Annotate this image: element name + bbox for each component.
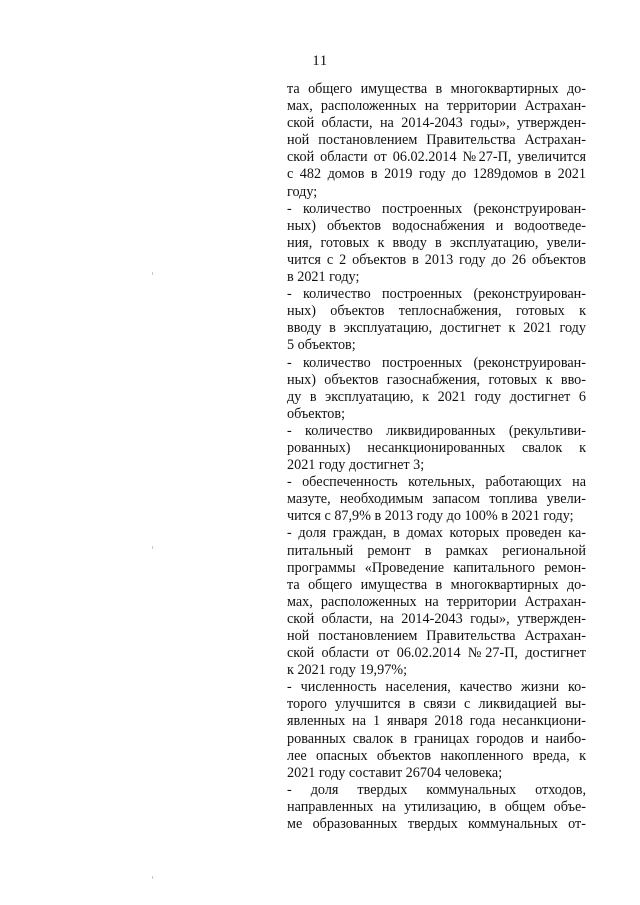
- text-line: мазуте, необходимым запасом топлива увели-: [287, 491, 586, 508]
- text-line: - количество построенных (реконструирован-: [287, 354, 586, 371]
- text-line: - количество построенных (реконструирован-: [287, 286, 586, 303]
- text-line: ных) объектов теплоснабжения, готовых к: [287, 303, 586, 320]
- text-line: ской области, на 2014-2043 годы», утвержден-: [287, 610, 586, 627]
- page-number: 11: [312, 53, 328, 69]
- text-line: торого улучшится в связи с ликвидацией вы-: [287, 696, 586, 713]
- text-line: 5 объектов;: [287, 337, 356, 354]
- text-line: питальный ремонт в рамках региональной: [287, 542, 586, 559]
- text-line: - доля граждан, в домах которых проведен ка-: [287, 525, 586, 542]
- text-line: рованных свалок в границах городов и наибо-: [287, 730, 586, 747]
- text-line: - количество построенных (реконструирован-: [287, 200, 586, 217]
- scan-margin-mark: [152, 876, 153, 879]
- text-line: ской области от 06.02.2014 №27-П, достигнет: [287, 645, 586, 662]
- text-line: ской области, на 2014-2043 годы», утвержден-: [287, 115, 586, 132]
- text-line: та общего имущества в многоквартирных до-: [287, 576, 586, 593]
- text-line: ме образованных твердых коммунальных от-: [287, 816, 586, 833]
- text-line: та общего имущества в многоквартирных до-: [287, 81, 586, 97]
- text-line: программы «Проведение капитального ремон-: [287, 559, 586, 576]
- text-line: - обеспеченность котельных, работающих на: [287, 474, 586, 491]
- text-line: - количество ликвидированных (рекультиви-: [287, 422, 586, 439]
- scan-margin-mark: [152, 546, 153, 549]
- text-line: к 2021 году 19,97%;: [287, 662, 408, 679]
- scan-margin-mark: [152, 272, 153, 275]
- text-line: ду в эксплуатацию, к 2021 году достигнет 6: [287, 388, 586, 405]
- text-line: объектов;: [287, 405, 346, 422]
- text-line: мах, расположенных на территории Астрахан-: [287, 98, 586, 115]
- text-line: мах, расположенных на территории Астрахан-: [287, 593, 586, 610]
- text-line: с 482 домов в 2019 году до 1289домов в 2021: [287, 166, 586, 183]
- text-line: - доля твердых коммунальных отходов,: [287, 781, 586, 798]
- text-line: 2021 году составит 26704 человека;: [287, 764, 503, 781]
- text-line: рованных) несанкционированных свалок к: [287, 439, 586, 456]
- text-line: ной постановлением Правительства Астрахан-: [287, 132, 586, 149]
- text-line: ной постановлением Правительства Астрахан-: [287, 628, 586, 644]
- text-line: вводу в эксплуатацию, достигнет к 2021 году: [287, 320, 586, 337]
- text-line: году;: [287, 183, 318, 200]
- text-line: 2021 году достигнет 3;: [287, 457, 425, 474]
- text-line: лее опасных объектов накопленного вреда, к: [287, 747, 586, 764]
- body-text: [287, 81, 586, 833]
- text-line: в 2021 году;: [287, 269, 360, 286]
- text-line: ния, готовых к вводу в эксплуатацию, увели-: [287, 234, 586, 251]
- text-line: явленных на 1 января 2018 года несанкциони-: [287, 713, 586, 730]
- text-line: ской области от 06.02.2014 №27-П, увеличится: [287, 149, 586, 166]
- text-line: чится с 2 объектов в 2013 году до 26 объектов: [287, 251, 586, 268]
- text-line: ных) объектов газоснабжения, готовых к вво-: [287, 371, 586, 388]
- text-line: направленных на утилизацию, в общем объе-: [287, 798, 586, 815]
- text-line: ных) объектов водоснабжения и водоотведе-: [287, 217, 586, 234]
- text-line: чится с 87,9% в 2013 году до 100% в 2021 году;: [287, 508, 574, 525]
- text-line: - численность населения, качество жизни ко-: [287, 679, 586, 696]
